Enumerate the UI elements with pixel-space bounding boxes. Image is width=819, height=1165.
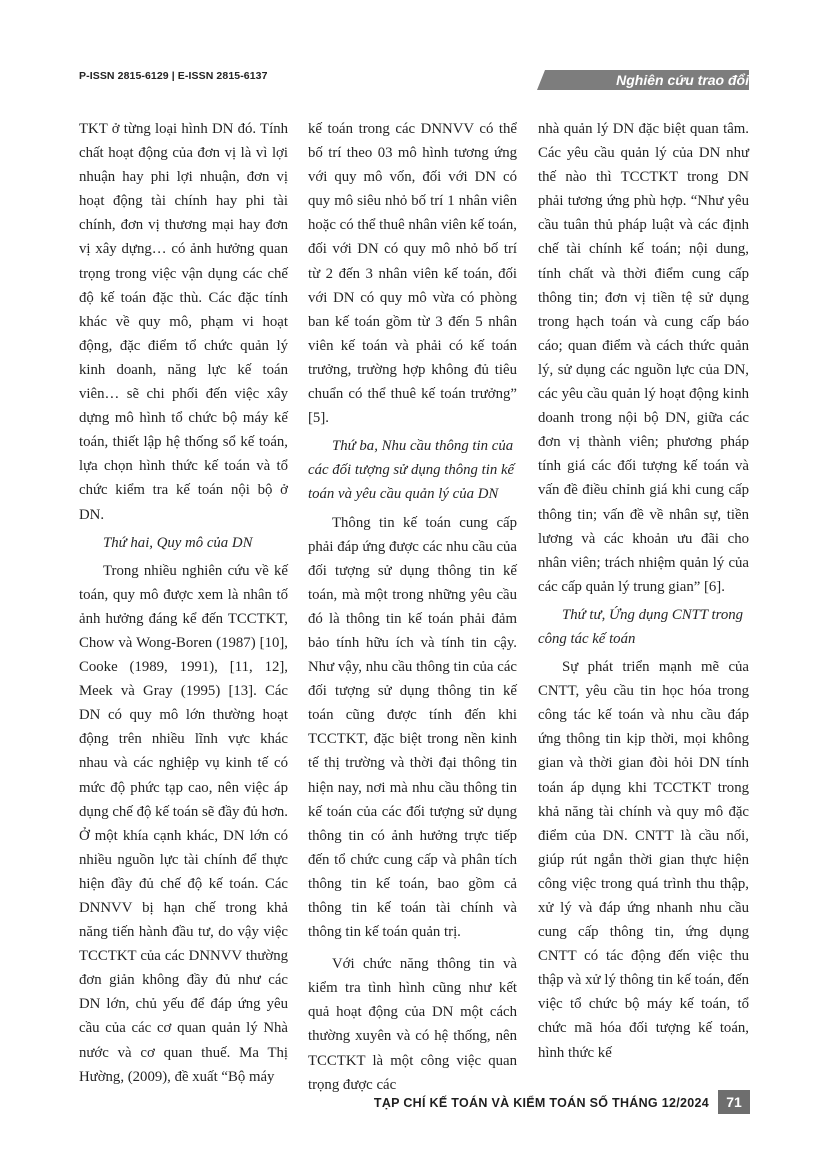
paragraph: Với chức năng thông tin và kiểm tra tình hình cũng như kết quả hoạt động của DN một cách thường xuyên và có hệ thống, nên TCCTKT là một công việc quan trọng được các [308,956,517,1093]
page-number: 71 [718,1090,750,1114]
paragraph: kế toán trong các DNNVV có thể bố trí theo 03 mô hình tương ứng với quy mô vốn, đối với DN có quy mô siêu nhỏ bố trí 1 nhân viên hoặc có thể thuê nhân viên kế toán, đối với DN có quy mô nhỏ bố trí từ 2 đến 3 nhân viên kế toán, đối với DN có quy mô vừa có phòng ban kế toán gồm từ 3 đến 5 nhân viên kế toán và phải có kế toán trưởng, trường hợp không đủ tiêu chuẩn có thể thuê kế toán trưởng” [5]. [308,121,517,427]
text-column-2 [308,117,517,1097]
journal-footer: TẠP CHÍ KẾ TOÁN VÀ KIỂM TOÁN SỐ THÁNG 12/2024 [373,1096,709,1110]
issn-header: P-ISSN 2815-6129 | E-ISSN 2815-6137 [79,70,268,82]
subheading: Thứ ba, Nhu cầu thông tin của các đối tượng sử dụng thông tin kế toán và yêu cầu quản lý của DN [308,438,515,503]
paragraph: Sự phát triển mạnh mẽ của CNTT, yêu cầu tin học hóa trong công tác kế toán và nhu cầu đáp ứng thông tin kịp thời, mọi không gian và thời gian đòi hỏi DN tính toán áp dụng khi TCCTKT trong khả năng tài chính và quy mô đặc điểm của DN. CNTT là cầu nối, giúp rút ngắn thời gian thực hiện công việc trong quá trình thu thập, xử lý và đáp ứng nhanh nhu cầu cung cấp thông tin, ứng dụng CNTT có tác động đến việc thu thập và xử lý thông tin kế toán, đến việc tổ chức bộ máy kế toán, tổ chức mã hóa đối tượng kế toán, hình thức kế [538,659,749,1061]
paragraph: TKT ở từng loại hình DN đó. Tính chất hoạt động của đơn vị là vì lợi nhuận hay phi lợi nhuận, đơn vị hoạt động tài chính hay phi tài chính, đơn vị thương mại hay đơn vị xây dựng… có ảnh hưởng quan trọng trong việc vận dụng các chế độ kế toán đặc thù. Các đặc tính khác về quy mô, phạm vi hoạt động, đặc điểm tổ chức quản lý kinh doanh, năng lực kế toán viên… sẽ chi phối đến việc xây dựng mô hình tổ chức bộ máy kế toán, thiết lập hệ thống sổ kế toán, lựa chọn hình thức kế toán và tổ chức kiểm tra kế toán nội bộ ở DN. [79,121,288,523]
paragraph: Thông tin kế toán cung cấp phải đáp ứng được các nhu cầu của đối tượng sử dụng thông tin kế toán, mà một trong những yêu cầu đó là thông tin kế toán phải đảm bảo tính hữu ích và tính tin cậy. Như vậy, nhu cầu thông tin của các đối tượng sử dụng thông tin kế toán cũng được tính đến khi TCCTKT, đặc biệt trong nền kinh tế thị trường và thời đại thông tin hiện nay, nơi mà nhu cầu thông tin kế toán của các đối tượng sử dụng thông tin có ảnh hưởng trực tiếp đến tổ chức cung cấp và phân tích thông tin kế toán, bao gồm cả thông tin kế toán tài chính và thông tin kế toán quản trị. [308,514,517,941]
subheading: Thứ tư, Ứng dụng CNTT trong công tác kế toán [538,606,744,647]
paragraph: nhà quản lý DN đặc biệt quan tâm. Các yêu cầu quản lý của DN như thế nào thì TCCTKT trong DN phải tương ứng phù hợp. “Như yêu cầu tuân thủ pháp luật và các định chế tài chính kế toán; nội dung, tính chất và thời điểm cung cấp thông tin; đơn vị tiền tệ sử dụng trong hạch toán và cung cấp báo cáo; quan điểm và cách thức quản lý, sử dụng các nguồn lực của DN, các yêu cầu quản lý hoạt động kinh doanh trong nội bộ DN, giữa các đơn vị thành viên; phương pháp tính giá các đối tượng kế toán và vấn đề điều chỉnh giá khi cung cấp thông tin; vấn đề về nhân sự, tiền lương và các khoản ưu đãi cho nhân viên; trách nhiệm quản lý của các cấp quản lý trung gian” [6]. [538,121,749,595]
paragraph: Trong nhiều nghiên cứu về kế toán, quy mô được xem là nhân tố ảnh hưởng đáng kể đến TCCTKT, Chow và Wong-Boren (1987) [10], Cooke (1989, 1991), [11, 12], Meek và Gray (1995) [13]. Các DN có quy mô lớn thường hoạt động trên nhiều lĩnh vực khác nhau và các nghiệp vụ kinh tế có mức độ phức tạp cao, nên việc áp dụng chế độ kế toán sẽ đầy đủ hơn. Ở một khía cạnh khác, DN lớn có nhiều nguồn lực tài chính để thực hiện đầy đủ chế độ kế toán. Các DNNVV bị hạn chế trong khả năng tiến hành đầu tư, do vậy việc TCCTKT của các DNNVV thường đơn giản không đầy đủ như các DN lớn, chủ yếu để đáp ứng yêu cầu của các cơ quan quản lý Nhà nước và cơ quan thuế. Ma Thị Hường, (2009), đề xuất “Bộ máy [79,562,288,1085]
section-title: Nghiên cứu trao đổi [616,72,749,88]
subheading: Thứ hai, Quy mô của DN [103,534,253,551]
text-column-1 [79,117,288,1089]
text-column-3 [538,117,749,1065]
